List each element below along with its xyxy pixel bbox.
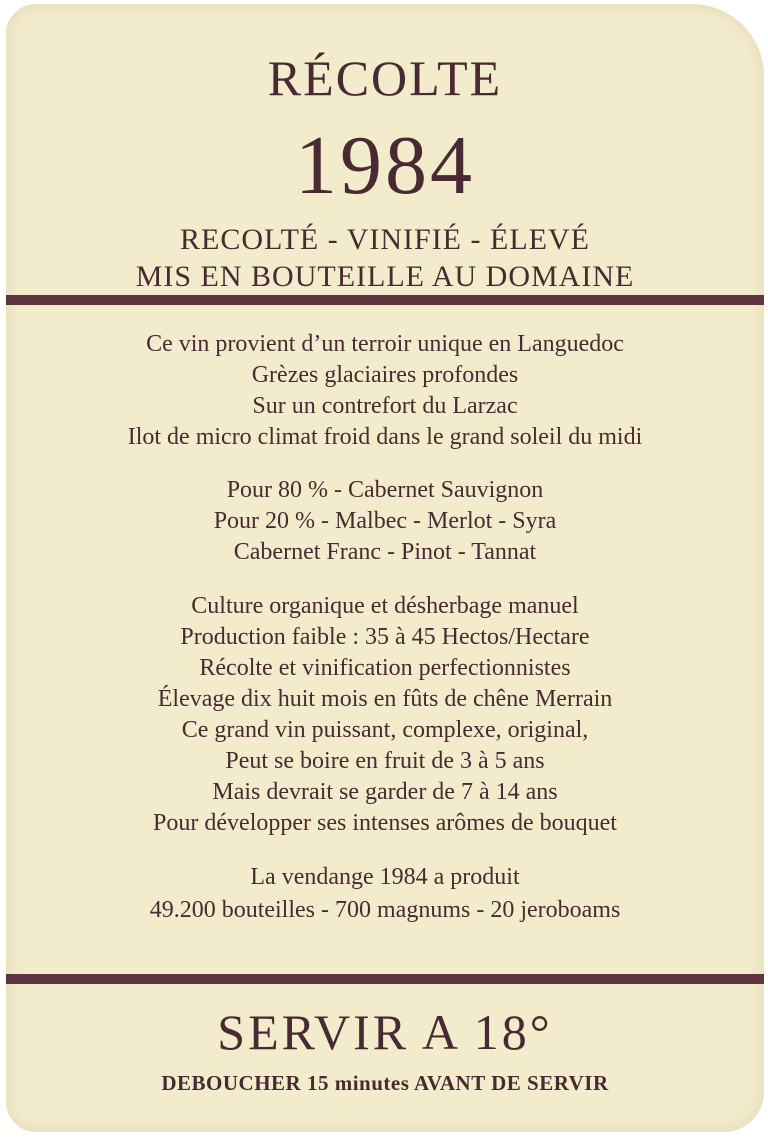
- subtitle-line-1: RECOLTÉ - VINIFIÉ - ÉLEVÉ: [180, 223, 590, 256]
- serving-temperature: SERVIR A 18°: [217, 1004, 553, 1060]
- cepage-line: Cabernet Franc - Pinot - Tannat: [233, 539, 537, 565]
- culture-line: Mais devrait se garder de 7 à 14 ans: [212, 779, 558, 805]
- cepage-line: Pour 80 % - Cabernet Sauvignon: [226, 477, 544, 503]
- culture-line: Peut se boire en fruit de 3 à 5 ans: [225, 748, 545, 774]
- cepage-line: Pour 20 % - Malbec - Merlot - Syra: [213, 508, 557, 534]
- label-title: RÉCOLTE: [267, 50, 503, 106]
- wine-label: [6, 4, 764, 1132]
- terroir-line: Grèzes glaciaires profondes: [251, 362, 519, 388]
- culture-line: Culture organique et désherbage manuel: [191, 593, 579, 619]
- top-divider: [6, 295, 764, 305]
- terroir-line: Sur un contrefort du Larzac: [252, 393, 518, 419]
- culture-line: Production faible : 35 à 45 Hectos/Hectare: [180, 624, 590, 650]
- terroir-line: Ce vin provient d’un terroir unique en Languedoc: [146, 331, 624, 357]
- culture-line: Ce grand vin puissant, complexe, original,: [181, 717, 589, 743]
- culture-line: Récolte et vinification perfectionnistes: [199, 655, 571, 681]
- production-line: La vendange 1984 a produit: [250, 864, 520, 890]
- culture-line: Élevage dix huit mois en fûts de chêne Merrain: [157, 686, 613, 712]
- production-line: 49.200 bouteilles - 700 magnums - 20 jeroboams: [149, 897, 621, 923]
- bottom-divider: [6, 974, 764, 984]
- vintage-year: 1984: [295, 119, 475, 212]
- subtitle-line-2: MIS EN BOUTEILLE AU DOMAINE: [135, 260, 635, 293]
- decanting-instruction: DEBOUCHER 15 minutes AVANT DE SERVIR: [161, 1071, 609, 1095]
- culture-line: Pour développer ses intenses arômes de bouquet: [153, 810, 617, 836]
- terroir-line: Ilot de micro climat froid dans le grand soleil du midi: [127, 424, 643, 450]
